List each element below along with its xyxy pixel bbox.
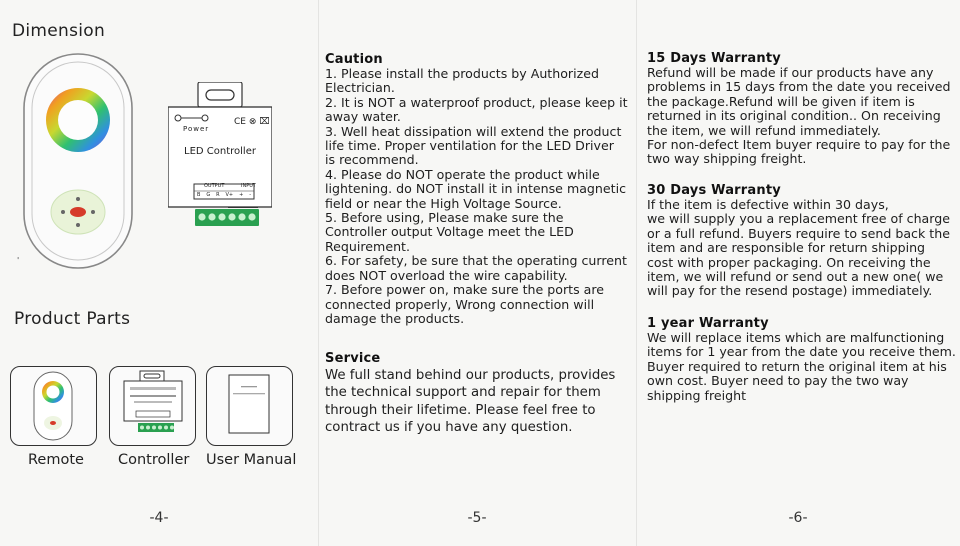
text-line: 1. Please install the products by Authorized [325,66,599,81]
service-text [325,367,633,436]
text-line: the technical support and repair for them [325,385,601,401]
output-label: OUTPUT [204,183,225,189]
warranty-1-year-heading: 1 year Warranty [647,316,769,331]
text-line: we will supply you a replacement free of charge [647,211,950,227]
text-line: Refund will be made if our products have any [647,65,934,80]
warranty-30-text [647,198,959,299]
text-line: is recommend. [325,152,419,168]
text-line: life time. Proper ventilation for the LED Driver [325,138,614,154]
text-line: item, we will refund or send out a new one( we [647,269,944,285]
page-5-panel [318,0,636,546]
terminal-label: - [249,192,251,198]
text-line: 6. For safety, be sure that the operating current [325,253,627,269]
text-line: the item, we will refund immediately. [647,122,881,138]
user-manual-part-box [206,366,293,446]
text-line: We will replace items which are malfunctioning [647,330,945,345]
dimension-heading: Dimension [12,21,106,41]
text-line: does NOT overload the wire capability. [325,267,568,283]
controller-outline [168,82,272,234]
page-6-panel [636,0,960,546]
text-line: problems in 15 days from the date you received [647,79,951,95]
product-parts-heading: Product Parts [14,309,131,329]
text-line: returned in its original condition.. On receiving [647,108,941,124]
page-number: -5- [467,510,487,526]
terminal-label: R [216,192,220,198]
caution-heading: Caution [325,52,383,67]
part-label-remote: Remote [28,452,84,468]
warranty-15-heading: 15 Days Warranty [647,51,781,66]
terminal-labels [194,192,254,198]
text-line: items for 1 year from the date you receive them. [647,344,956,360]
text-line: 7. Before power on, make sure the ports are [325,282,605,298]
remote-thumbnail [11,367,96,445]
text-line: connected properly, Wrong connection will [325,296,595,312]
caution-section [325,52,633,326]
input-label: INPUT [241,183,256,189]
page-4-panel: Dimension ' Power CE ⊗ ⌧ LED Controller OUTPUT INPUT B G R V+ + - Product Parts Remote Controller User Manual -4- [0,0,318,546]
text-line: item and are responsible for return shipping [647,240,926,256]
text-line: own cost. Buyer need to pay the two way [647,373,909,389]
warranty-15-days-section [647,51,959,167]
controller-dimension-drawing [168,82,272,234]
page-number: -4- [149,510,169,526]
text-line: If the item is defective within 30 days, [647,197,889,212]
service-section [325,351,633,436]
text-line: damage the products. [325,310,465,326]
part-label-user-manual: User Manual [206,452,297,468]
text-line: 3. Well heat dissipation will extend the product [325,123,622,139]
text-line: the package.Refund will be given if item is [647,93,915,109]
remote-part-box [10,366,97,446]
certification-marks: CE ⊗ ⌧ [234,117,270,127]
text-line: 2. It is NOT a waterproof product, please keep it [325,94,628,110]
text-line: 5. Before using, Please make sure the [325,210,564,226]
part-label-controller: Controller [118,452,190,468]
service-heading: Service [325,351,381,366]
controller-name: LED Controller [184,146,256,157]
warranty-30-heading: 30 Days Warranty [647,183,781,198]
manual-thumbnail [207,367,292,445]
warranty-30-days-section [647,183,959,299]
text-line: Electrician. [325,80,395,96]
text-line: away water. [325,109,401,125]
controller-thumbnail [110,367,195,445]
controller-part-box [109,366,196,446]
text-line: contract us if you have any question. [325,419,573,435]
text-line: field or near the High Voltage Source. [325,195,562,211]
text-line: through their lifetime. Please feel free to [325,402,596,418]
warranty-1-year-section [647,316,959,403]
warranty-1-year-text [647,331,959,403]
text-line: or a full refund. Buyers require to send back the [647,225,950,241]
text-line: shipping freight [647,387,747,403]
text-line: will pay for the resend postage) immediately. [647,283,933,299]
terminal-label: V+ [225,192,234,198]
text-line: 4. Please do NOT operate the product while [325,166,600,182]
text-line: Controller output Voltage meet the LED [325,224,574,240]
text-line: Buyer required to return the original item at his [647,358,947,374]
text-line: cost with proper packaging. On receiving the [647,254,931,270]
text-line: We full stand behind our products, provides [325,368,616,383]
terminal-label: + [239,192,244,198]
power-label: Power [183,125,210,133]
terminal-label: B [196,192,201,198]
terminal-label: G [206,192,211,198]
warranty-15-text [647,66,959,167]
text-line: two way shipping freight. [647,151,807,167]
page-number: -6- [788,510,808,526]
text-line: lightening. do NOT install it in intense magnetic [325,181,627,197]
text-line: For non-defect Item buyer require to pay for the [647,137,951,153]
remote-dimension-drawing [22,52,134,270]
text-line: Requirement. [325,238,410,254]
caution-text [325,67,633,326]
